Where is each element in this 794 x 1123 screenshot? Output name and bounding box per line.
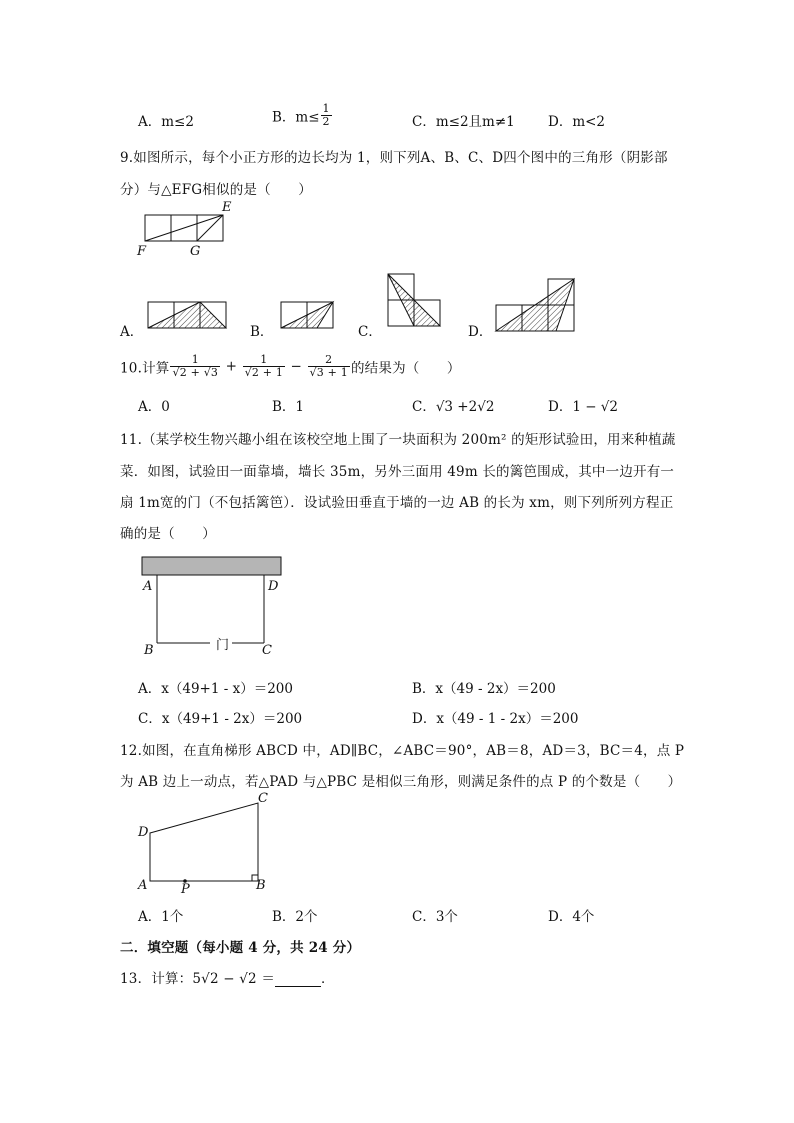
- q12-option-a: A．1个: [138, 909, 184, 925]
- q11-line-1: 11.（某学校生物兴趣小组在该校空地上围了一块面积为 200m² 的矩形试验田，用来种植蔬: [120, 432, 676, 448]
- q9-option-a: A．: [120, 324, 144, 340]
- q10-f1-den: √2 + √3: [172, 366, 219, 379]
- q8-option-b-fraction: [321, 103, 332, 128]
- q10-expression: [120, 354, 461, 379]
- q9-line-2: 分）与△EFG相似的是（ ）: [120, 182, 312, 198]
- q13-suffix: ．: [321, 971, 335, 987]
- q9-efg-figure: [145, 215, 225, 245]
- q10-f3-num: 2: [308, 354, 350, 367]
- q12-line-2: 为 AB 边上一动点，若△PAD 与△PBC 是相似三角形，则满足条件的点 P 的个数是（ ）: [120, 774, 682, 790]
- q10-suffix: 的结果为（ ）: [350, 360, 461, 377]
- q12-label-c: C: [258, 791, 268, 806]
- q12-option-b: B．2个: [272, 909, 318, 925]
- q12-option-c: C．3个: [412, 909, 458, 925]
- q9-option-c: C．: [358, 324, 382, 340]
- q10-option-b: B．1: [272, 399, 305, 415]
- q9-option-d: D．: [468, 324, 493, 340]
- q13-answer-blank[interactable]: [275, 974, 321, 987]
- q12-label-a: A: [138, 878, 148, 893]
- q10-f3-den: √3 + 1: [309, 366, 348, 379]
- section-2-title: 二．填空题（每小题 4 分，共 24 分）: [120, 940, 361, 956]
- q12-label-b: B: [256, 878, 266, 893]
- q11-line-4: 确的是（ ）: [120, 526, 216, 542]
- q12-label-d: D: [138, 825, 149, 840]
- q12-line-1: 12.如图，在直角梯形 ABCD 中，AD∥BC，∠ABC＝90°，AB＝8，AD＝3，BC＝4，点 P: [120, 743, 685, 759]
- q8-frac-num: 1: [322, 102, 330, 115]
- q11-line-2: 菜．如图，试验田一面靠墙，墙长 35m，另外三面用 49m 长的篱笆围成，其中一边开有一: [120, 464, 675, 480]
- q10-minus: −: [286, 358, 307, 375]
- q11-label-c: C: [262, 643, 272, 658]
- q12-option-d: D．4个: [548, 909, 595, 925]
- q9-option-b: B．: [250, 324, 274, 340]
- q8-option-b-prefix: B．m≤: [272, 109, 320, 126]
- q11-option-a: A．x（49+1 - x）＝200: [138, 681, 293, 697]
- q9-line-1: 9.如图所示，每个小正方形的边长均为 1，则下列A、B、C、D四个图中的三角形（阴影部: [120, 150, 668, 166]
- q10-f2-den: √2 + 1: [244, 366, 284, 379]
- q11-option-b: B．x（49 - 2x）＝200: [412, 681, 556, 697]
- q12-trapezoid-figure: [148, 800, 263, 885]
- q9-figure-b: [281, 302, 337, 332]
- q9-label-g: G: [190, 244, 201, 259]
- q9-figure-c: [388, 274, 444, 330]
- q10-fraction-1: [170, 354, 220, 379]
- q11-label-d: D: [268, 579, 279, 594]
- q10-option-d: D．1 − √2: [548, 399, 618, 415]
- q10-fraction-3: [308, 354, 350, 379]
- q10-option-a: A．0: [138, 399, 170, 415]
- q8-option-d: D．m<2: [548, 114, 606, 130]
- q13-line: [120, 967, 335, 987]
- q10-f2-num: 1: [243, 354, 285, 367]
- q11-label-b: B: [144, 643, 154, 658]
- q10-fraction-2: [243, 354, 285, 379]
- q11-line-3: 扇 1m宽的门（不包括篱笆）．设试验田垂直于墙的一边 AB 的长为 xm，则下列所列方程正: [120, 495, 674, 511]
- q10-f1-num: 1: [170, 354, 220, 367]
- q9-label-e: E: [222, 200, 232, 215]
- q8-option-c: C．m≤2且m≠1: [412, 114, 515, 130]
- q11-option-d: D．x（49 - 1 - 2x）＝200: [412, 711, 579, 727]
- q9-label-f: F: [137, 244, 147, 259]
- q11-field-figure: [142, 557, 284, 647]
- q8-option-a: A．m≤2: [138, 114, 194, 130]
- q8-frac-den: 2: [322, 115, 330, 128]
- q10-prefix: 10.计算: [120, 360, 170, 377]
- q8-option-b: [272, 103, 333, 128]
- q11-option-c: C．x（49+1 - 2x）＝200: [138, 711, 303, 727]
- q9-figure-d: [496, 279, 576, 335]
- q9-figure-a: [148, 302, 228, 332]
- q11-door-label: 门: [216, 638, 230, 653]
- q11-label-a: A: [143, 579, 153, 594]
- q10-option-c: C．√3 +2√2: [412, 399, 495, 415]
- q12-label-p: P: [181, 882, 190, 897]
- q10-plus: +: [221, 358, 242, 375]
- q13-prefix: 13．计算：5√2 − √2 ＝: [120, 971, 276, 987]
